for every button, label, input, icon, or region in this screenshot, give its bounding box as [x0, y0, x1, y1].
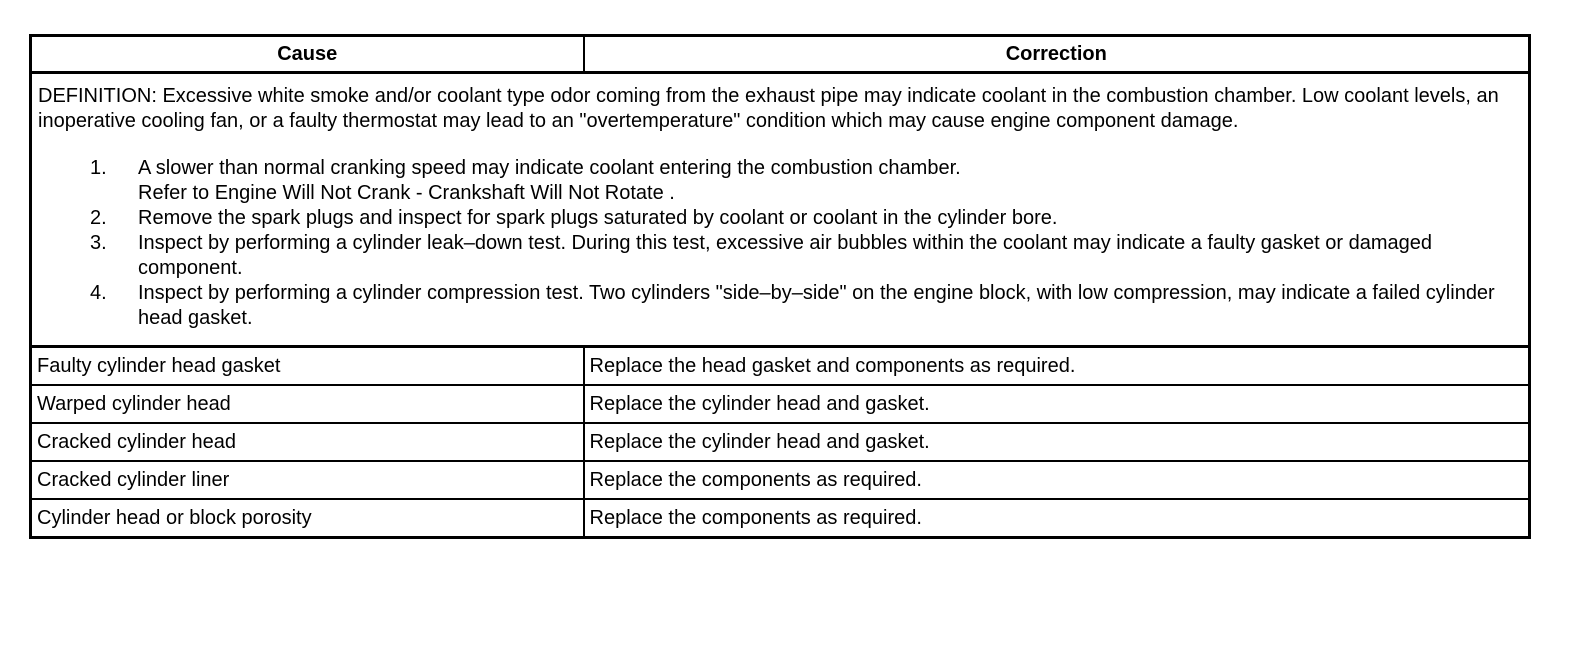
correction-cell: Replace the components as required.	[584, 461, 1530, 499]
diagnostic-table	[29, 34, 1531, 539]
step-item	[38, 156, 1522, 206]
definition-row	[31, 73, 1530, 347]
cause-cell: Cracked cylinder head	[31, 423, 584, 461]
table-row	[31, 423, 1530, 461]
cause-header: Cause	[31, 36, 584, 73]
step-item	[38, 206, 1522, 231]
correction-cell: Replace the components as required.	[584, 499, 1530, 538]
step-number: 4.	[90, 282, 107, 304]
correction-cell: Replace the cylinder head and gasket.	[584, 423, 1530, 461]
table-row	[31, 347, 1530, 386]
definition-cell	[31, 73, 1530, 347]
correction-header: Correction	[584, 36, 1530, 73]
step-text: Remove the spark plugs and inspect for spark plugs saturated by coolant or coolant in the cylinder bore.	[138, 207, 1058, 229]
cause-cell: Cylinder head or block porosity	[31, 499, 584, 538]
table-row	[31, 385, 1530, 423]
step-number: 3.	[90, 232, 107, 254]
step-text: A slower than normal cranking speed may indicate coolant entering the combustion chamber.	[138, 157, 961, 179]
step-reference: Refer to Engine Will Not Crank - Crankshaft Will Not Rotate .	[138, 182, 675, 204]
cause-cell: Cracked cylinder liner	[31, 461, 584, 499]
step-item	[38, 281, 1522, 331]
cause-cell: Faulty cylinder head gasket	[31, 347, 584, 386]
table-header-row	[31, 36, 1530, 73]
correction-cell: Replace the cylinder head and gasket.	[584, 385, 1530, 423]
correction-cell: Replace the head gasket and components as required.	[584, 347, 1530, 386]
step-text: Inspect by performing a cylinder leak–down test. During this test, excessive air bubbles within the coolant may indicate a faulty gasket or damaged component.	[138, 232, 1433, 279]
step-text: Inspect by performing a cylinder compression test. Two cylinders "side–by–side" on the engine block, with low compression, may indicate a failed cylinder head gasket.	[138, 282, 1495, 329]
table-row	[31, 499, 1530, 538]
step-item	[38, 231, 1522, 281]
table-row	[31, 461, 1530, 499]
definition-text: DEFINITION: Excessive white smoke and/or coolant type odor coming from the exhaust pipe may indicate coolant in the combustion chamber. Low coolant levels, an inoperative cooling fan, or a faulty thermostat may lead to an "overtemperature" condition which may cause engine component damage.	[38, 85, 1499, 132]
step-number: 2.	[90, 207, 107, 229]
step-number: 1.	[90, 157, 107, 179]
cause-cell: Warped cylinder head	[31, 385, 584, 423]
diagnostic-steps	[38, 156, 1522, 331]
